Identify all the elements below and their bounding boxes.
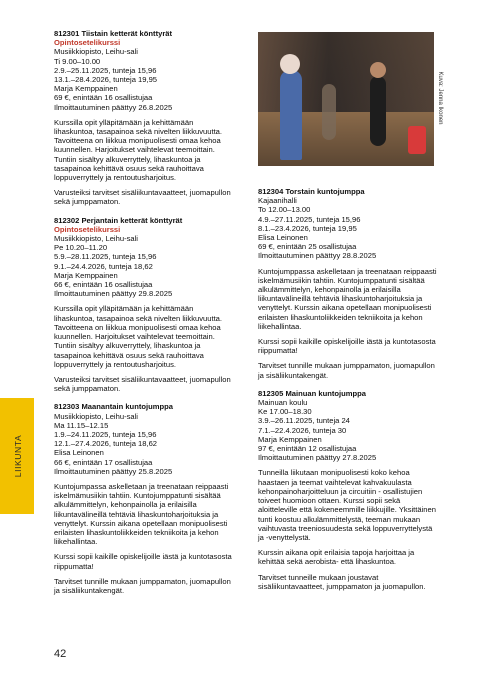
course-registration: Ilmoittautuminen päättyy 27.8.2025 <box>258 453 377 463</box>
course-learning: Kurssin aikana opit erilaisia tapoja harjoittaa ja kehittää sekä aerobista- että lihaskuntoa. <box>258 548 415 567</box>
course-autumn-dates: 4.9.–27.11.2025, tunteja 15,96 <box>258 214 361 224</box>
course-autumn-dates: 5.9.–28.11.2025, tunteja 15,96 <box>54 252 157 262</box>
page-number: 42 <box>54 648 67 660</box>
course-info <box>54 234 232 298</box>
course-price: 69 €, enintään 25 osallistujaa <box>258 242 357 252</box>
photo-credit: Kuva: Jenna Ikonen <box>437 71 443 125</box>
course-audience: Kurssi sopii kaikille opiskelijoille iästä ja kuntotasosta riippumatta! <box>54 552 232 571</box>
right-column <box>258 187 438 600</box>
course-812301 <box>54 29 232 207</box>
course-time: Ti 9.00–10.00 <box>54 56 101 66</box>
course-price: 66 €, enintään 16 osallistujaa <box>54 280 153 290</box>
course-teacher: Elisa Leinonen <box>258 233 308 243</box>
course-spring-dates: 8.1.–23.4.2026, tunteja 19,95 <box>258 223 357 233</box>
course-info <box>54 412 232 476</box>
course-autumn-dates: 3.9.–26.11.2025, tunteja 24 <box>258 416 350 426</box>
course-registration: Ilmoittautuminen päättyy 29.8.2025 <box>54 289 173 299</box>
course-audience: Kurssi sopii kaikille opiskelijoille iästä ja kuntotasosta riippumatta! <box>258 337 436 356</box>
course-location: Musiikkiopisto, Leihu-sali <box>54 234 138 244</box>
course-812303 <box>54 402 232 595</box>
course-equipment: Tarvitset tunneille mukaan joustavat sisäliikuntavaatteet, jumppamaton ja juomapullon. <box>258 572 426 591</box>
course-teacher: Marja Kemppainen <box>54 270 118 280</box>
course-subtitle: Opintosetelikurssi <box>54 224 121 234</box>
course-description: Kuntojumppassa askelletaan ja treenataan reippaasti iskelmämusiikin tahtiin. Kuntojumppatunti sisältää alkulämmittelyn, kehonpainolla ja erilaisilla liikuntavälineillä tehtäviä lihaskuntoharjoituksia ja venyttelyt. Kurssin aikana opetellaan monipuolisesti erilaisten lihaskuntoliikkeiden tekniikoita ja kehon liikehallintaa. <box>258 266 437 331</box>
course-title: 812301 Tiistain ketterät könttyrät <box>54 29 173 38</box>
course-registration: Ilmoittautuminen päättyy 25.8.2025 <box>54 466 173 476</box>
course-location: Musiikkiopisto, Leihu-sali <box>54 47 138 57</box>
course-spring-dates: 9.1.–24.4.2026, tunteja 18,62 <box>54 261 153 271</box>
section-tab-label: LIIKUNTA <box>13 434 23 478</box>
course-registration: Ilmoittautuminen päättyy 28.8.2025 <box>258 251 377 261</box>
course-price: 97 €, enintään 12 osallistujaa <box>258 444 357 454</box>
course-812302 <box>54 216 232 394</box>
course-time: Ma 11.15–12.15 <box>54 420 109 430</box>
course-spring-dates: 13.1.–28.4.2026, tunteja 19,95 <box>54 75 158 85</box>
course-teacher: Marja Kemppainen <box>258 434 322 444</box>
course-equipment: Varusteiksi tarvitset sisäliikuntavaatteet, juomapullon sekä jumppamaton. <box>54 188 231 207</box>
course-info <box>54 47 232 111</box>
course-equipment: Tarvitset tunnille mukaan jumppamaton, juomapullon ja sisäliikuntakengät. <box>258 361 435 380</box>
course-teacher: Marja Kemppainen <box>54 84 118 94</box>
course-812304 <box>258 187 438 380</box>
course-price: 66 €, enintään 17 osallistujaa <box>54 457 153 467</box>
course-description: Kuntojumpassa askelletaan ja treenataan reippaasti iskelmämusiikin tahtiin. Kuntojumppatunti sisältää alkulämmittelyn, kehonpainolla ja erilaisilla liikuntavälineillä tehtäviä lihaskuntoharjoituksia ja venyttelyt. Kurssin aikana opetellaan monipuolisesti erilaisten lihaskuntoliikkeiden tekniikoita ja kehon liikehallintaa. <box>54 481 229 547</box>
course-812305 <box>258 389 438 591</box>
course-location: Musiikkiopisto, Leihu-sali <box>54 411 138 421</box>
course-description: Kurssilla opit ylläpitämään ja kehittämään lihaskuntoa, tasapainoa sekä nivelten liikkuvuutta. Tavoitteena on liikkua monipuolisesti omaa kehoa kuunnellen. Harjoitukset vaihtelevat teemoittain. Tuntiin sisältyy alkuverryttely, lihaskuntoa ja tasapainoa kehittävä osuus sekä rauhoittava loppuverryttely ja rentoutusharjoitus. <box>54 117 223 183</box>
course-teacher: Elisa Leinonen <box>54 448 104 458</box>
course-location: Mainuan koulu <box>258 398 308 408</box>
course-time: Pe 10.20–11.20 <box>54 243 108 253</box>
course-autumn-dates: 1.9.–24.11.2025, tunteja 15,96 <box>54 429 157 439</box>
course-location: Kajaanihalli <box>258 196 297 206</box>
course-title: 812302 Perjantain ketterät könttyrät <box>54 215 183 225</box>
course-equipment: Tarvitset tunnille mukaan jumppamaton, juomapullon ja sisäliikuntakengät. <box>54 576 231 595</box>
course-title: 812305 Mainuan kuntojumppa <box>258 388 367 398</box>
course-title: 812304 Torstain kuntojumppa <box>258 187 365 196</box>
course-title: 812303 Maanantain kuntojumppa <box>54 402 174 412</box>
course-price: 69 €, enintään 16 osallistujaa <box>54 93 153 103</box>
course-description: Kurssilla opit ylläpitämään ja kehittämään lihaskuntoa, tasapainoa sekä nivelten liikkuvuutta. Tavoitteena on liikkua monipuolisesti omaa kehoa kuunnellen. Harjoitukset vaihtelevat teemoittain. Tuntiin sisältyy alkuverryttely, lihaskuntoa ja tasapainoa kehittävä osuus sekä rauhoittava loppuverryttely ja rentoutusharjoitus. <box>54 304 223 369</box>
gym-class-photo <box>258 32 434 166</box>
course-autumn-dates: 2.9.–25.11.2025, tunteja 15,96 <box>54 65 157 75</box>
course-spring-dates: 12.1.–27.4.2026, tunteja 18,62 <box>54 439 158 449</box>
course-subtitle: Opintosetelikurssi <box>54 38 121 48</box>
course-registration: Ilmoittautuminen päättyy 26.8.2025 <box>54 102 173 112</box>
left-column <box>54 29 232 604</box>
course-description: Tunneilla liikutaan monipuolisesti koko kehoa haastaen ja teemat vaihtelevat kahvakuulasta kehonpainoharjoitteluun ja circuitiin - osallistujien toiveet huomioon ottaen. Kurssi sopii sekä aloitteleville että kokeneemmille liikkujille. Yksittäinen tunti koostuu alkulämmittelystä, teeman mukaan vaihtuvasta treeniosuudesta sekä loppuverryttelystä ja -venyttelystä. <box>258 468 436 542</box>
course-time: Ke 17.00–18.30 <box>258 407 312 417</box>
course-info <box>258 196 438 260</box>
course-equipment: Varusteiksi tarvitset sisäliikuntavaatteet, juomapullon sekä jumppamaton. <box>54 374 231 394</box>
course-spring-dates: 7.1.–22.4.2026, tunteja 30 <box>258 425 347 435</box>
course-info <box>258 398 438 462</box>
course-time: To 12.00–13.00 <box>258 205 311 215</box>
